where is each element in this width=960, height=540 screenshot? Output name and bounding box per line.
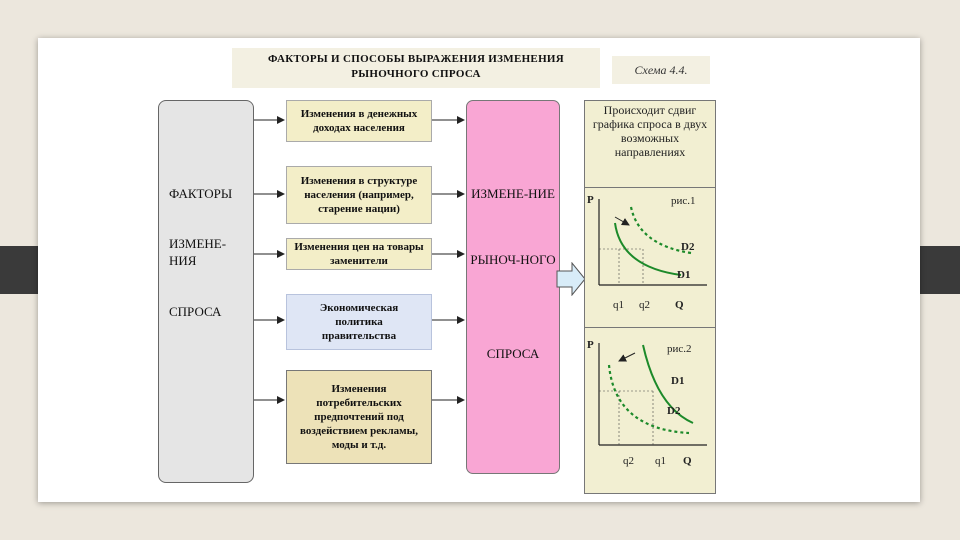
diagram-title <box>232 48 600 88</box>
title-line-2: РЫНОЧНОГО СПРОСА <box>351 68 481 80</box>
graph-2-caption: рис.2 <box>667 343 692 355</box>
title-line-1: ФАКТОРЫ И СПОСОБЫ ВЫРАЖЕНИЯ ИЗМЕНЕНИЯ <box>267 53 565 65</box>
divider-top <box>585 187 715 188</box>
center-line-2: РЫНОЧ-НОГО <box>470 252 556 267</box>
factor-substitutes: Изменения цен на товары заменители <box>286 238 432 270</box>
shift-panel <box>584 100 716 494</box>
graph-1-shift-arrow <box>615 217 629 225</box>
scheme-label: Схема 4.4. <box>612 56 710 84</box>
graph-1-d2-label: D2 <box>681 241 695 253</box>
divider-middle <box>585 327 715 328</box>
graph-1 <box>585 189 715 325</box>
graph-1-p-label: P <box>587 194 594 206</box>
factor-preferences: Изменения потребительских предпочтений под воздействием рекламы, моды и т.д. <box>286 370 432 464</box>
factors-box-line-1: ФАКТОРЫ <box>169 186 233 201</box>
graph-2-p-label: P <box>587 339 594 351</box>
graph-1-d1-label: D1 <box>677 269 691 281</box>
right-arrow-icon <box>556 262 586 296</box>
factor-policy: Экономическая политика правительства <box>286 294 432 350</box>
graph-1-q-label: Q <box>675 299 684 311</box>
graph-1-tick-q2: q2 <box>639 299 650 311</box>
graph-2-tick-q1: q1 <box>655 455 666 467</box>
graph-2-tick-q2: q2 <box>623 455 634 467</box>
graph-1-caption: рис.1 <box>671 195 696 207</box>
factors-box-line-2: ИЗМЕНЕ-НИЯ <box>169 236 227 268</box>
graph-2-d2-label: D2 <box>667 405 681 417</box>
center-line-3: СПРОСА <box>486 346 540 361</box>
graph-1-tick-q1: q1 <box>613 299 624 311</box>
factors-box <box>158 100 254 483</box>
graph-2-shift-arrow <box>619 353 635 361</box>
graph-2 <box>585 329 715 493</box>
graph-2-q-label: Q <box>683 455 692 467</box>
graph-2-d1-label: D1 <box>671 375 685 387</box>
factor-population: Изменения в структуре населения (например, старение нации) <box>286 166 432 224</box>
factors-box-line-3: СПРОСА <box>169 304 222 319</box>
factor-income: Изменения в денежных доходах населения <box>286 100 432 142</box>
demand-change-box <box>466 100 560 474</box>
shift-heading: Происходит сдвиг графика спроса в двух возможных направлениях <box>592 103 708 159</box>
center-line-1: ИЗМЕНЕ-НИЕ <box>471 186 555 201</box>
